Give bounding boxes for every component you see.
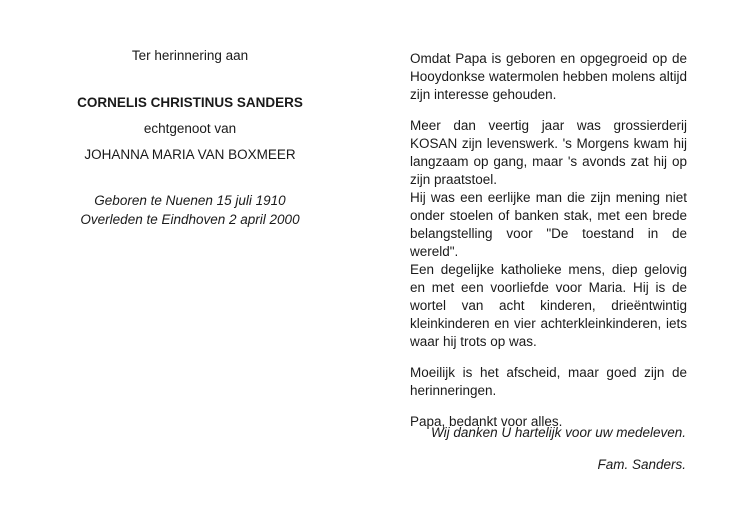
spouse-label: echtgenoot van xyxy=(143,121,237,136)
family-signature: Fam. Sanders. xyxy=(597,457,686,472)
paragraph-character: Hij was een eerlijke man die zijn mening niet onder stoelen of banken stak, met een brede belangstelling voor "De toestand in de wereld". xyxy=(410,190,687,259)
paragraph-work: Meer dan veertig jaar was grossierderij KOSAN zijn levenswerk. 's Morgens kwam hij langzaam op gang, maar 's avonds zat hij op zijn praatstoel. xyxy=(410,118,687,187)
intro-text: Ter herinnering aan xyxy=(131,48,249,63)
right-panel xyxy=(410,50,687,431)
thank-you-line: Wij danken U hartelijk voor uw medeleven. xyxy=(431,425,686,440)
death-line: Overleden te Eindhoven 2 april 2000 xyxy=(80,212,300,227)
spouse-name: JOHANNA MARIA VAN BOXMEER xyxy=(84,147,296,162)
birth-line: Geboren te Nuenen 15 juli 1910 xyxy=(94,193,286,208)
paragraph-family: Een degelijke katholieke mens, diep gelovig en met een voorliefde voor Maria. Hij is de wortel van acht kinderen, drieëntwintig kleinkinderen en vier achterkleinkinderen, iets waar hij trots op was. xyxy=(410,262,687,349)
deceased-name: CORNELIS CHRISTINUS SANDERS xyxy=(77,95,303,110)
paragraph-farewell: Moeilijk is het afscheid, maar goed zijn de herinneringen. xyxy=(410,365,687,398)
paragraph-mills: Omdat Papa is geboren en opgegroeid op de Hooydonkse watermolen hebben molens altijd zijn interesse gehouden. xyxy=(410,51,687,102)
paragraph-thanks-papa: Papa, bedankt voor alles. xyxy=(410,414,563,429)
